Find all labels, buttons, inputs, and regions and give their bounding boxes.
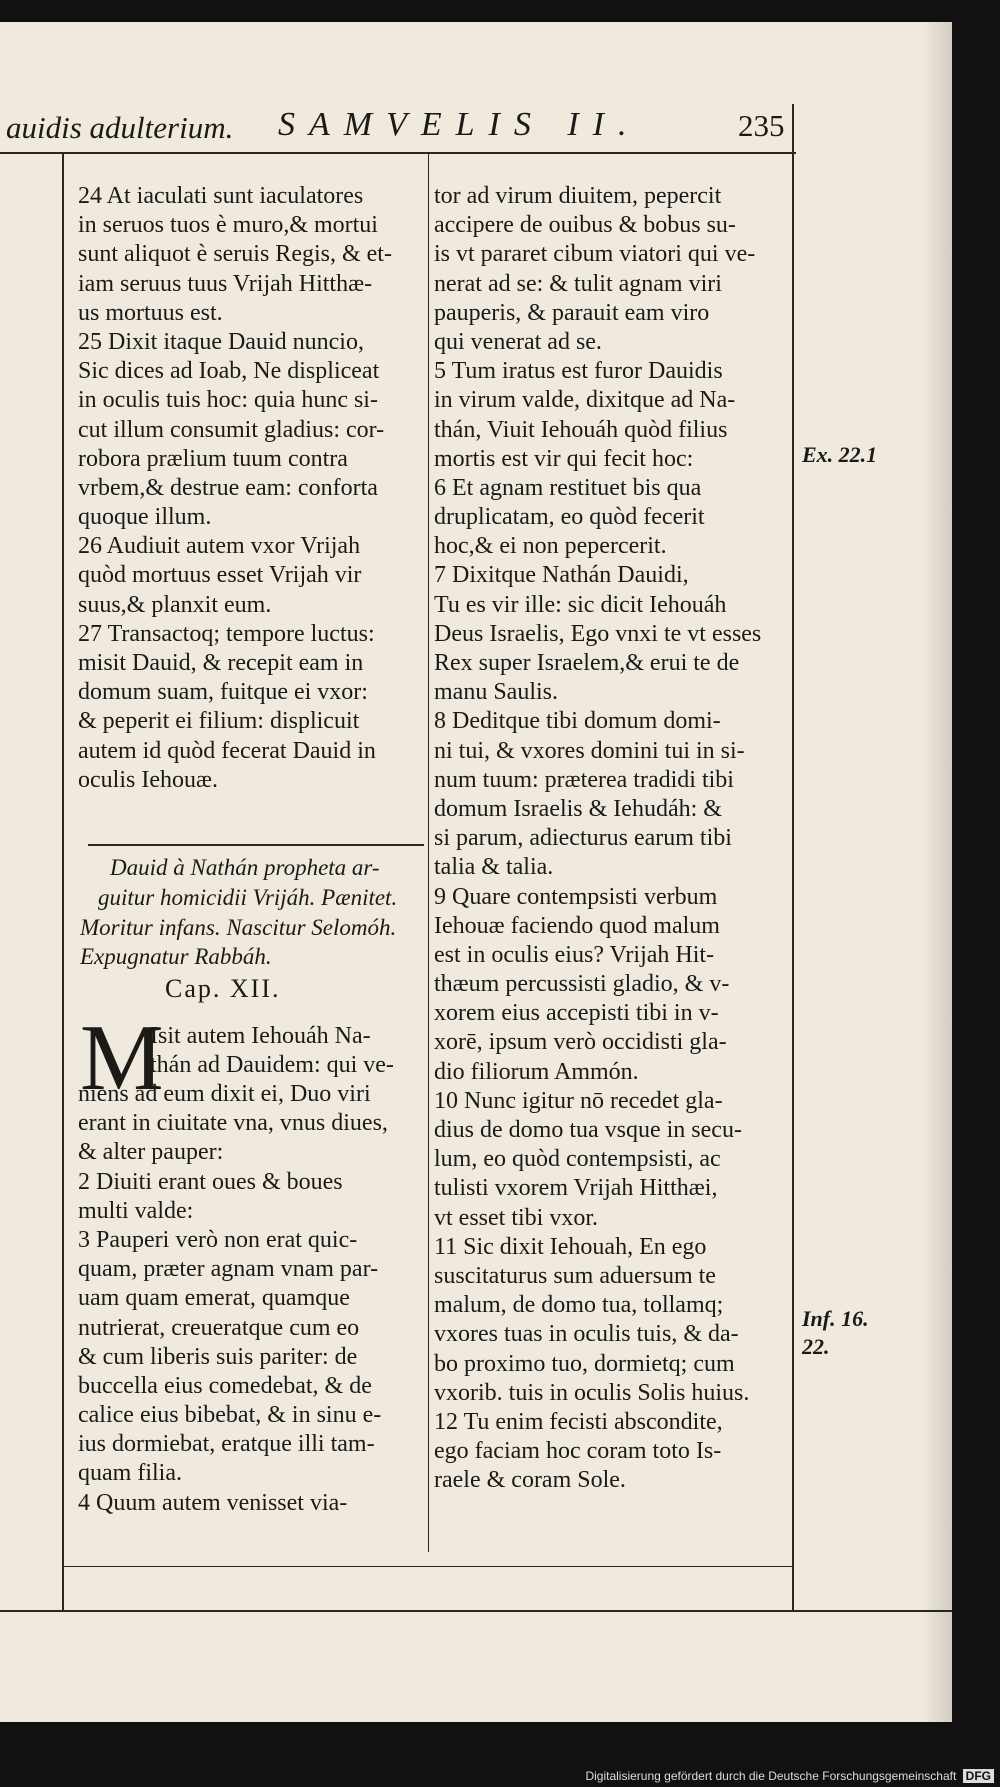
text-line: Deus Israelis, Ego vnxi te vt esses <box>434 620 762 647</box>
text-line: si parum, adiecturus earum tibi <box>434 825 732 852</box>
text-line: lum, eo quòd contempsisti, ac <box>434 1146 721 1173</box>
text-line: 3 Pauperi verò non erat quic- <box>78 1226 358 1253</box>
text-line: & peperit ei filium: displicuit <box>78 708 360 735</box>
text-line: oculis Iehouæ. <box>78 766 218 793</box>
text-line: num tuum: præterea tradidi tibi <box>434 766 734 793</box>
margin-note-infra-verse: 22. <box>802 1334 830 1359</box>
text-line: pauperis, & parauit eam viro <box>434 299 710 326</box>
text-line: xorē, ipsum verò occidisti gla- <box>434 1029 727 1056</box>
summary-line: Dauid à Nathán propheta ar- <box>110 855 380 880</box>
text-line: thán, Viuit Iehouáh quòd filius <box>434 416 728 443</box>
text-line: quoque illum. <box>78 504 212 531</box>
text-line: in seruos tuos è muro,& mortui <box>78 212 378 239</box>
text-line: quam, præter agnam vnam par- <box>78 1256 379 1283</box>
text-line: hoc,& ei non pepercerit. <box>434 533 667 560</box>
text-line: quam filia. <box>78 1460 182 1487</box>
text-line: thán ad Dauidem: qui ve- <box>150 1052 394 1079</box>
right-frame-rule <box>792 104 794 1610</box>
text-line: qui venerat ad se. <box>434 328 602 355</box>
text-line: suus,& planxit eum. <box>78 591 272 618</box>
left-column-lower <box>78 1080 416 1518</box>
text-line: 6 Et agnam restituet bis qua <box>434 474 702 501</box>
margin-note-infra: Inf. 16. <box>802 1306 869 1331</box>
text-line: niens ad eum dixit ei, Duo viri <box>78 1081 371 1107</box>
text-line: us mortuus est. <box>78 299 223 326</box>
margin-note-exodus: Ex. 22.1 <box>802 442 878 467</box>
chapter-summary <box>80 853 430 972</box>
dfg-logo: DFG <box>963 1769 994 1783</box>
text-line: talia & talia. <box>434 854 554 881</box>
text-line: domum suam, fuitque ei vxor: <box>78 679 368 706</box>
text-line: 25 Dixit itaque Dauid nuncio, <box>78 328 364 355</box>
bottom-rule <box>62 1566 794 1567</box>
text-line: accipere de ouibus & bobus su- <box>434 212 736 239</box>
digitization-credit <box>585 1769 994 1783</box>
text-line: Tu es vir ille: sic dicit Iehouáh <box>434 591 727 618</box>
text-line: suscitaturus sum aduersum te <box>434 1262 716 1289</box>
drop-cap: M <box>80 1006 164 1110</box>
text-line: est in oculis eius? Vrijah Hit- <box>434 941 715 968</box>
text-line: Rex super Israelem,& erui te de <box>434 650 740 676</box>
bottom-frame-rule <box>0 1610 952 1612</box>
text-line: tor ad virum diuitem, pepercit <box>434 183 722 209</box>
running-head: auidis adulterium. <box>6 110 234 145</box>
text-line: dio filiorum Ammón. <box>434 1058 639 1085</box>
text-line: robora prælium tuum contra <box>78 445 348 472</box>
text-line: 4 Quum autem venisset via- <box>78 1489 348 1516</box>
text-line: 5 Tum iratus est furor Dauidis <box>434 358 723 385</box>
text-line: ego faciam hoc coram toto Is- <box>434 1438 722 1465</box>
text-line: & alter pauper: <box>78 1139 224 1166</box>
text-line: iam seruus tuus Vrijah Hitthæ- <box>78 270 373 297</box>
text-line: erant in ciuitate vna, vnus diues, <box>78 1110 388 1137</box>
text-line: tulisti vxorem Vrijah Hitthæi, <box>434 1175 718 1202</box>
chapter-intro <box>150 1022 420 1080</box>
text-line: 12 Tu enim fecisti abscondite, <box>434 1408 723 1435</box>
text-line: bo proximo tuo, dormietq; cum <box>434 1350 735 1377</box>
text-line: malum, de domo tua, tollamq; <box>434 1292 724 1319</box>
text-line: domum Israelis & Iehudáh: & <box>434 795 722 822</box>
header-rule <box>0 152 796 154</box>
text-line: 10 Nunc igitur nō recedet gla- <box>434 1087 723 1114</box>
text-line: 11 Sic dixit Iehouah, En ego <box>434 1233 707 1260</box>
book-page <box>0 22 952 1722</box>
left-frame-rule <box>62 154 64 1612</box>
text-line: 2 Diuiti erant oues & boues <box>78 1168 343 1195</box>
summary-line: Expugnatur Rabbáh. <box>80 944 272 970</box>
text-line: sunt aliquot è seruis Regis, & et- <box>78 241 392 268</box>
summary-rule <box>88 844 424 846</box>
text-line: nerat ad se: & tulit agnam viri <box>434 270 722 297</box>
text-line: 7 Dixitque Nathán Dauidi, <box>434 562 689 589</box>
text-line: 27 Transactoq; tempore luctus: <box>78 620 375 647</box>
text-line: 8 Deditque tibi domum domi- <box>434 708 721 735</box>
text-line: uam quam emerat, quamque <box>78 1285 350 1312</box>
text-line: autem id quòd fecerat Dauid in <box>78 737 376 764</box>
chapter-heading: Cap. XII. <box>165 974 281 1003</box>
credit-text: Digitalisierung gefördert durch die Deutsche Forschungsgemeinschaft <box>585 1769 957 1783</box>
text-line: calice eius bibebat, & in sinu e- <box>78 1402 382 1429</box>
text-line: manu Saulis. <box>434 679 558 706</box>
text-line: Iehouæ faciendo quod malum <box>434 912 720 939</box>
left-column-top <box>78 182 416 795</box>
summary-line: guitur homicidii Vrijáh. Pænitet. <box>98 884 398 910</box>
text-line: raele & coram Sole. <box>434 1467 626 1494</box>
right-column <box>434 182 786 1495</box>
text-line: in virum valde, dixitque ad Na- <box>434 387 736 414</box>
page-header <box>0 92 800 152</box>
text-line: vxorib. tuis in oculis Solis huius. <box>434 1379 750 1406</box>
text-line: multi valde: <box>78 1197 194 1224</box>
text-line: nutrierat, creueratque cum eo <box>78 1314 360 1341</box>
text-line: druplicatam, eo quòd fecerit <box>434 504 705 531</box>
text-line: vxores tuas in oculis tuis, & da- <box>434 1321 739 1348</box>
text-line: in oculis tuis hoc: quia hunc si- <box>78 387 378 414</box>
text-line: cut illum consumit gladius: cor- <box>78 416 385 443</box>
text-line: misit Dauid, & recepit eam in <box>78 650 364 676</box>
text-line: Isit autem Iehouáh Na- <box>150 1023 371 1049</box>
text-line: is vt pararet cibum viatori qui ve- <box>434 241 756 268</box>
text-line: buccella eius comedebat, & de <box>78 1372 372 1399</box>
text-line: vt esset tibi vxor. <box>434 1204 598 1231</box>
text-line: thæum percussisti gladio, & v- <box>434 971 730 998</box>
summary-line: Moritur infans. Nascitur Selomóh. <box>80 914 397 940</box>
text-line: mortis est vir qui fecit hoc: <box>434 445 694 472</box>
text-line: 24 At iaculati sunt iaculatores <box>78 183 364 209</box>
text-line: 9 Quare contempsisti verbum <box>434 883 718 910</box>
text-line: xorem eius accepisti tibi in v- <box>434 1000 719 1027</box>
text-line: ius dormiebat, eratque illi tam- <box>78 1431 375 1458</box>
text-line: Sic dices ad Ioab, Ne displiceat <box>78 358 380 385</box>
text-line: quòd mortuus esset Vrijah vir <box>78 562 362 589</box>
text-line: & cum liberis suis pariter: de <box>78 1343 358 1370</box>
page-number: 235 <box>738 108 785 143</box>
text-line: vrbem,& destrue eam: conforta <box>78 474 378 501</box>
text-line: dius de domo tua vsque in secu- <box>434 1117 742 1143</box>
text-line: 26 Audiuit autem vxor Vrijah <box>78 533 361 560</box>
book-title: SAMVELIS II. <box>278 106 641 143</box>
text-line: ni tui, & vxores domini tui in si- <box>434 737 745 764</box>
